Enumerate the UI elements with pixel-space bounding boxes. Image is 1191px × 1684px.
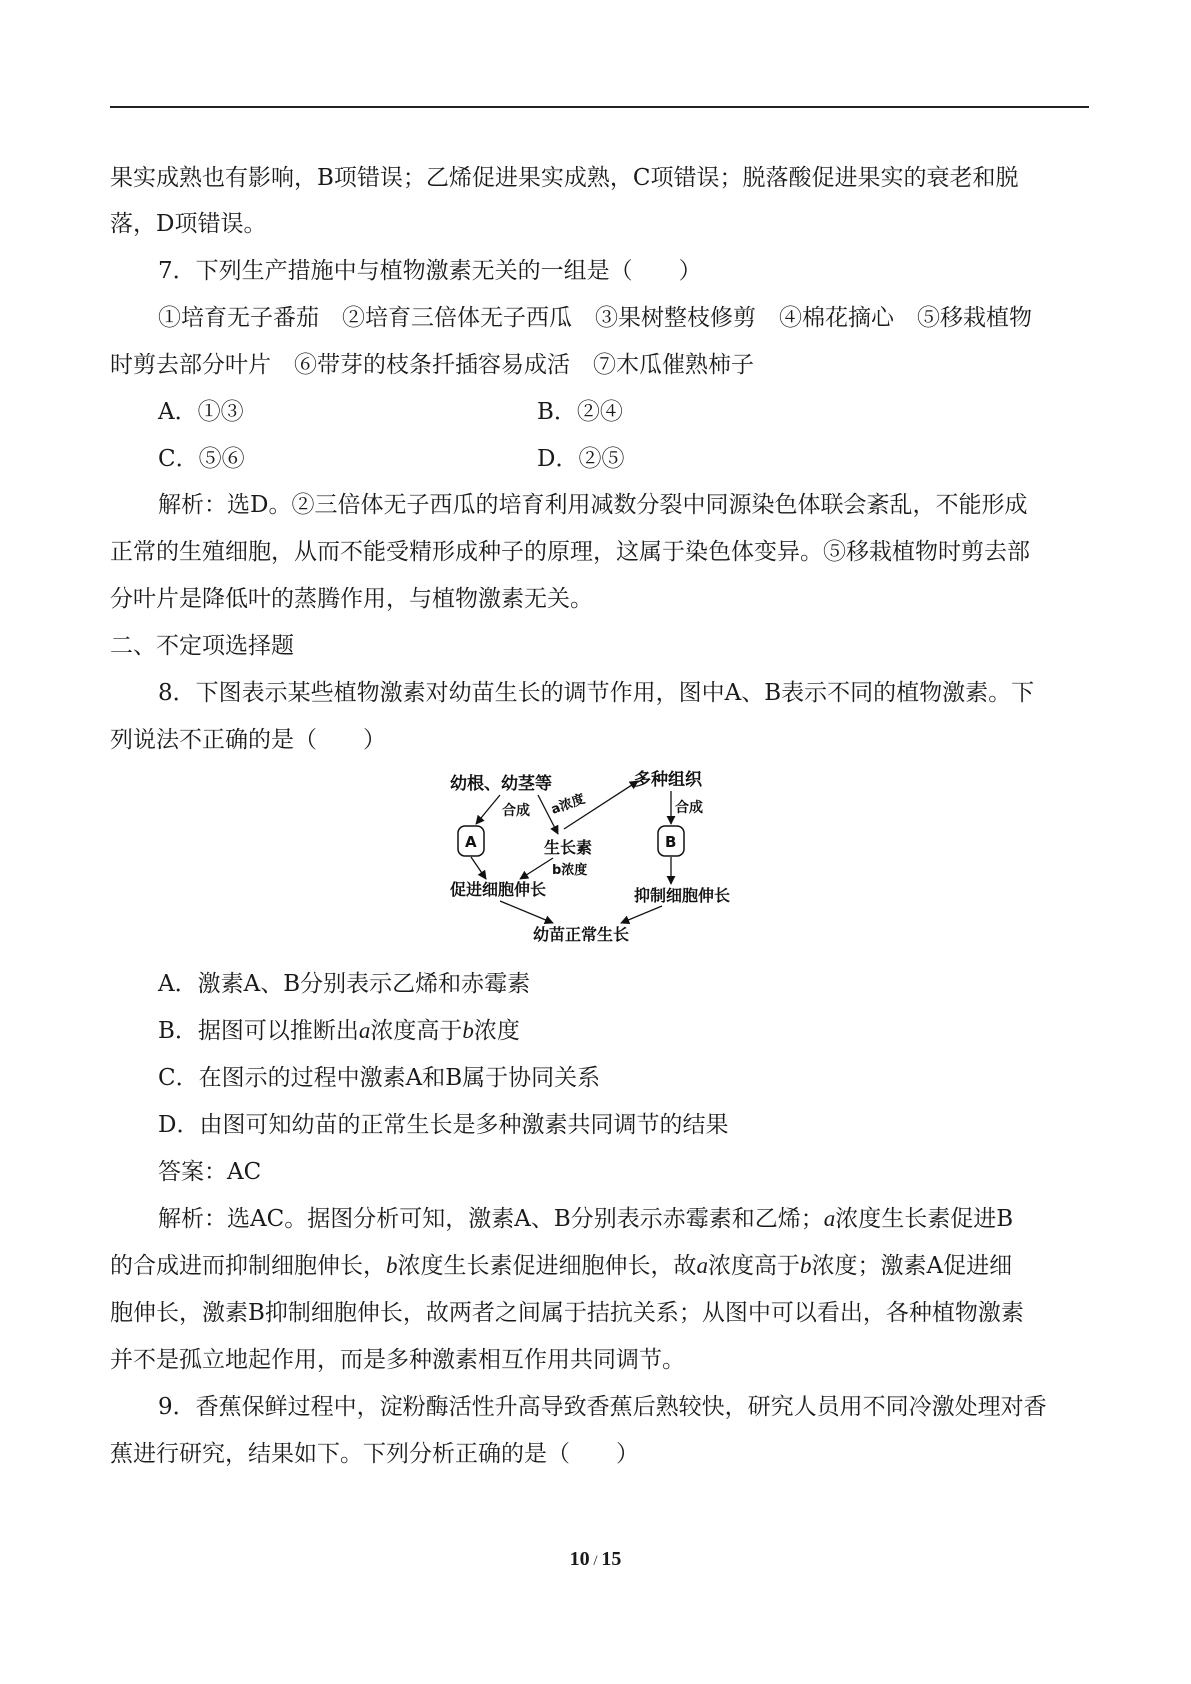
label-box-a: A xyxy=(465,833,477,851)
text-line: 果实成熟也有影响，B项错误；乙烯促进果实成熟，C项错误；脱落酸促进果实的衰老和脱 xyxy=(110,165,1019,191)
option-d: D．由图可知幼苗的正常生长是多种激素共同调节的结果 xyxy=(158,1112,729,1138)
option-d: D．②⑤ xyxy=(537,446,625,472)
label-promote: 促进细胞伸长 xyxy=(450,880,547,899)
analysis-line: 解析：选D。②三倍体无子西瓜的培育利用减数分裂中同源染色体联会紊乱，不能形成 xyxy=(158,492,1028,518)
question-8: 列说法不正确的是（ ） xyxy=(110,727,386,753)
question-7-items: ①培育无子番茄 ②培育三倍体无子西瓜 ③果树整枝修剪 ④棉花摘心 ⑤移栽植物 xyxy=(158,305,1032,331)
analysis-line: 正常的生殖细胞，从而不能受精形成种子的原理，这属于染色体变异。⑤移栽植物时剪去部 xyxy=(110,539,1030,565)
question-9: 蕉进行研究，结果如下。下列分析正确的是（ ） xyxy=(110,1441,639,1467)
label-tissues: 多种组织 xyxy=(634,770,702,790)
option-c: C．⑤⑥ xyxy=(158,446,245,472)
label-inhibit: 抑制细胞伸长 xyxy=(634,886,731,905)
arrow-promote-to-normal xyxy=(500,901,553,923)
question-8: 8．下图表示某些植物激素对幼苗生长的调节作用，图中A、B表示不同的植物激素。下 xyxy=(158,680,1035,706)
option-a: A．①③ xyxy=(158,399,244,425)
label-synth-left: 合成 xyxy=(502,803,530,819)
label-a-conc: a浓度 xyxy=(549,791,588,818)
hormone-diagram xyxy=(450,765,750,945)
option-b: B．②④ xyxy=(537,399,623,425)
label-b-conc: b浓度 xyxy=(552,863,588,878)
option-b: B．据图可以推断出a浓度高于b浓度 xyxy=(158,1018,520,1044)
analysis-line: 胞伸长，激素B抑制细胞伸长，故两者之间属于拮抗关系；从图中可以看出，各种植物激素 xyxy=(110,1300,1024,1326)
arrow-auxin-to-promote xyxy=(520,858,553,879)
label-box-b: B xyxy=(665,833,677,851)
analysis-line: 解析：选AC。据图分析可知，激素A、B分别表示赤霉素和乙烯；a浓度生长素促进B xyxy=(158,1206,1014,1232)
header-rule xyxy=(110,106,1089,108)
question-7-items: 时剪去部分叶片 ⑥带芽的枝条扦插容易成活 ⑦木瓜催熟柿子 xyxy=(110,352,754,378)
answer: 答案：AC xyxy=(158,1159,262,1185)
option-c: C．在图示的过程中激素A和B属于协同关系 xyxy=(158,1065,601,1091)
option-a: A．激素A、B分别表示乙烯和赤霉素 xyxy=(158,971,531,997)
analysis-line: 的合成进而抑制细胞伸长，b浓度生长素促进细胞伸长，故a浓度高于b浓度；激素A促进细 xyxy=(110,1253,1013,1279)
arrow-inhibit-to-normal xyxy=(621,906,662,923)
section-heading: 二、不定项选择题 xyxy=(110,633,294,659)
text-line: 落，D项错误。 xyxy=(110,211,267,237)
question-7: 7．下列生产措施中与植物激素无关的一组是（ ） xyxy=(158,258,702,284)
label-normal: 幼苗正常生长 xyxy=(533,925,630,944)
label-auxin: 生长素 xyxy=(544,838,593,857)
label-synth-right: 合成 xyxy=(675,800,703,816)
arrow-a-to-promote xyxy=(471,857,486,879)
analysis-line: 分叶片是降低叶的蒸腾作用，与植物激素无关。 xyxy=(110,586,593,612)
analysis-line: 并不是孤立地起作用，而是多种激素相互作用共同调节。 xyxy=(110,1347,685,1373)
page-number: 10 / 15 xyxy=(569,1548,622,1570)
arrow-roots-to-a xyxy=(476,795,500,824)
label-root-stem: 幼根、幼茎等 xyxy=(450,774,552,794)
question-9: 9．香蕉保鲜过程中，淀粉酶活性升高导致香蕉后熟较快，研究人员用不同冷激处理对香 xyxy=(158,1394,1047,1420)
